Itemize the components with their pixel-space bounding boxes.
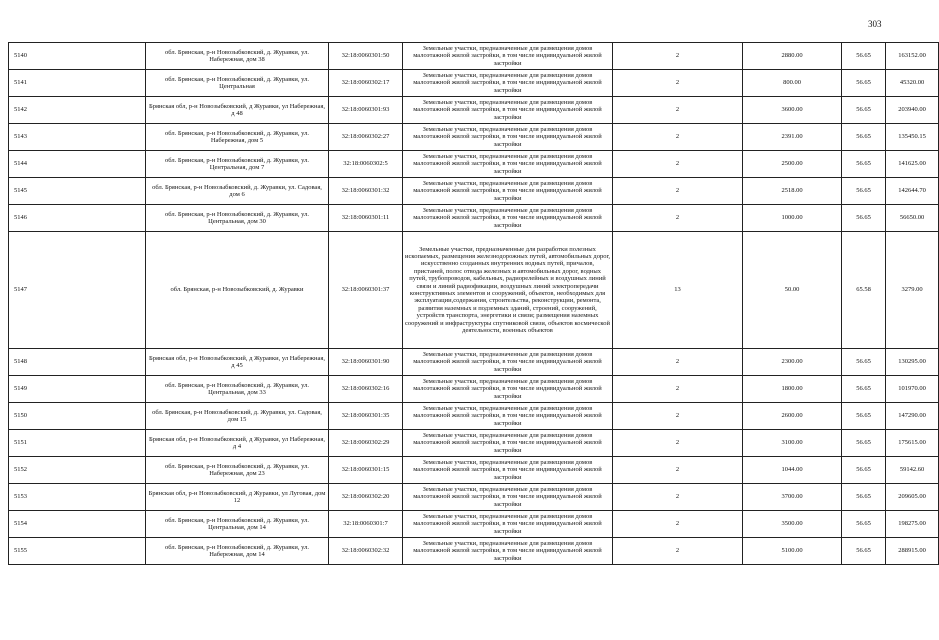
row-number-cell: 5155 (9, 538, 146, 565)
cadastral-number-cell: 32:18:0060301:35 (329, 403, 403, 430)
address-cell: Брянская обл, р-н Новозыбковский, д Журавки, ул Набережная, д 4 (146, 430, 329, 457)
table-row (9, 511, 939, 538)
specific-value-cell: 56.65 (842, 70, 886, 97)
specific-value-cell: 56.65 (842, 484, 886, 511)
cadastral-value-cell: 135450.15 (886, 124, 939, 151)
cadastral-value-cell: 209605.00 (886, 484, 939, 511)
cadastral-number-cell: 32:18:0060302:20 (329, 484, 403, 511)
table-row (9, 376, 939, 403)
group-cell: 2 (613, 484, 743, 511)
specific-value-cell: 56.65 (842, 97, 886, 124)
row-number-cell: 5148 (9, 349, 146, 376)
address-cell: Брянская обл, р-н Новозыбковский, д Журавки, ул Луговая, дом 12 (146, 484, 329, 511)
land-purpose-cell: Земельные участки, предназначенные для размещения домов малоэтажной жилой застройки, в том числе индивидуальной жилой застройки (403, 430, 613, 457)
cadastral-value-cell: 288915.00 (886, 538, 939, 565)
group-cell: 2 (613, 43, 743, 70)
row-number-cell: 5144 (9, 151, 146, 178)
table-row (9, 205, 939, 232)
address-cell: обл. Брянская, р-н Новозыбковский, д. Журавки (146, 232, 329, 349)
address-cell: обл. Брянская, р-н Новозыбковский, д. Журавки, ул. Набережная, дом 23 (146, 457, 329, 484)
table-row (9, 484, 939, 511)
area-cell: 2500.00 (743, 151, 842, 178)
row-number-cell: 5147 (9, 232, 146, 349)
row-number-cell: 5153 (9, 484, 146, 511)
specific-value-cell: 56.65 (842, 376, 886, 403)
cadastral-number-cell: 32:18:0060301:7 (329, 511, 403, 538)
cadastral-value-table (8, 42, 939, 565)
specific-value-cell: 65.58 (842, 232, 886, 349)
cadastral-value-cell: 45320.00 (886, 70, 939, 97)
row-number-cell: 5146 (9, 205, 146, 232)
land-purpose-cell: Земельные участки, предназначенные для размещения домов малоэтажной жилой застройки, в том числе индивидуальной жилой застройки (403, 538, 613, 565)
area-cell: 1044.00 (743, 457, 842, 484)
address-cell: обл. Брянская, р-н Новозыбковский, д. Журавки, ул. Садовая, дом 15 (146, 403, 329, 430)
group-cell: 2 (613, 511, 743, 538)
group-cell: 2 (613, 349, 743, 376)
group-cell: 2 (613, 376, 743, 403)
table-row (9, 232, 939, 349)
area-cell: 800.00 (743, 70, 842, 97)
land-purpose-cell: Земельные участки, предназначенные для размещения домов малоэтажной жилой застройки, в том числе индивидуальной жилой застройки (403, 511, 613, 538)
area-cell: 3100.00 (743, 430, 842, 457)
group-cell: 2 (613, 205, 743, 232)
address-cell: обл. Брянская, р-н Новозыбковский, д. Журавки, ул. Набережная, дом 38 (146, 43, 329, 70)
cadastral-number-cell: 32:18:0060301:93 (329, 97, 403, 124)
table-row (9, 178, 939, 205)
area-cell: 2300.00 (743, 349, 842, 376)
area-cell: 3700.00 (743, 484, 842, 511)
address-cell: обл. Брянская, р-н Новозыбковский, д. Журавки, ул. Садовая, дом 6 (146, 178, 329, 205)
cadastral-number-cell: 32:18:0060301:37 (329, 232, 403, 349)
cadastral-value-cell: 198275.00 (886, 511, 939, 538)
specific-value-cell: 56.65 (842, 538, 886, 565)
land-purpose-cell: Земельные участки, предназначенные для размещения домов малоэтажной жилой застройки, в том числе индивидуальной жилой застройки (403, 70, 613, 97)
address-cell: обл. Брянская, р-н Новозыбковский, д. Журавки, ул. Центральная, дом 30 (146, 205, 329, 232)
table-row (9, 349, 939, 376)
table-row (9, 97, 939, 124)
group-cell: 2 (613, 403, 743, 430)
row-number-cell: 5145 (9, 178, 146, 205)
area-cell: 50.00 (743, 232, 842, 349)
table-row (9, 70, 939, 97)
specific-value-cell: 56.65 (842, 43, 886, 70)
address-cell: обл. Брянская, р-н Новозыбковский, д. Журавки, ул. Центральная, дом 14 (146, 511, 329, 538)
area-cell: 5100.00 (743, 538, 842, 565)
land-purpose-cell: Земельные участки, предназначенные для размещения домов малоэтажной жилой застройки, в том числе индивидуальной жилой застройки (403, 178, 613, 205)
cadastral-number-cell: 32:18:0060302:16 (329, 376, 403, 403)
group-cell: 2 (613, 97, 743, 124)
row-number-cell: 5143 (9, 124, 146, 151)
cadastral-value-cell: 163152.00 (886, 43, 939, 70)
cadastral-value-cell: 147290.00 (886, 403, 939, 430)
area-cell: 1000.00 (743, 205, 842, 232)
specific-value-cell: 56.65 (842, 430, 886, 457)
row-number-cell: 5151 (9, 430, 146, 457)
area-cell: 2391.00 (743, 124, 842, 151)
address-cell: Брянская обл, р-н Новозыбковский, д Журавки, ул Набережная, д 48 (146, 97, 329, 124)
cadastral-number-cell: 32:18:0060302:17 (329, 70, 403, 97)
cadastral-number-cell: 32:18:0060302:5 (329, 151, 403, 178)
table-row (9, 538, 939, 565)
cadastral-value-cell: 3279.00 (886, 232, 939, 349)
cadastral-value-cell: 101970.00 (886, 376, 939, 403)
table-body (9, 43, 939, 565)
land-purpose-cell: Земельные участки, предназначенные для размещения домов малоэтажной жилой застройки, в том числе индивидуальной жилой застройки (403, 124, 613, 151)
specific-value-cell: 56.65 (842, 457, 886, 484)
cadastral-value-cell: 142644.70 (886, 178, 939, 205)
address-cell: обл. Брянская, р-н Новозыбковский, д. Журавки, ул. Центральная (146, 70, 329, 97)
cadastral-number-cell: 32:18:0060302:27 (329, 124, 403, 151)
specific-value-cell: 56.65 (842, 205, 886, 232)
area-cell: 1800.00 (743, 376, 842, 403)
address-cell: Брянская обл, р-н Новозыбковский, д Журавки, ул Набережная, д 45 (146, 349, 329, 376)
address-cell: обл. Брянская, р-н Новозыбковский, д. Журавки, ул. Центральная, дом 33 (146, 376, 329, 403)
group-cell: 2 (613, 538, 743, 565)
row-number-cell: 5150 (9, 403, 146, 430)
cadastral-value-cell: 141625.00 (886, 151, 939, 178)
area-cell: 2880.00 (743, 43, 842, 70)
group-cell: 2 (613, 430, 743, 457)
page-number: 303 (868, 19, 882, 29)
cadastral-number-cell: 32:18:0060301:32 (329, 178, 403, 205)
address-cell: обл. Брянская, р-н Новозыбковский, д. Журавки, ул. Центральная, дом 7 (146, 151, 329, 178)
land-purpose-cell: Земельные участки, предназначенные для размещения домов малоэтажной жилой застройки, в том числе индивидуальной жилой застройки (403, 457, 613, 484)
address-cell: обл. Брянская, р-н Новозыбковский, д. Журавки, ул. Набережная, дом 14 (146, 538, 329, 565)
address-cell: обл. Брянская, р-н Новозыбковский, д. Журавки, ул. Набережная, дом 5 (146, 124, 329, 151)
specific-value-cell: 56.65 (842, 403, 886, 430)
area-cell: 2600.00 (743, 403, 842, 430)
land-purpose-cell: Земельные участки, предназначенные для размещения домов малоэтажной жилой застройки, в том числе индивидуальной жилой застройки (403, 151, 613, 178)
land-purpose-cell: Земельные участки, предназначенные для размещения домов малоэтажной жилой застройки, в том числе индивидуальной жилой застройки (403, 376, 613, 403)
cadastral-number-cell: 32:18:0060301:90 (329, 349, 403, 376)
area-cell: 2518.00 (743, 178, 842, 205)
row-number-cell: 5142 (9, 97, 146, 124)
specific-value-cell: 56.65 (842, 349, 886, 376)
table-row (9, 43, 939, 70)
group-cell: 2 (613, 151, 743, 178)
specific-value-cell: 56.65 (842, 124, 886, 151)
group-cell: 2 (613, 457, 743, 484)
cadastral-number-cell: 32:18:0060301:15 (329, 457, 403, 484)
specific-value-cell: 56.65 (842, 178, 886, 205)
area-cell: 3500.00 (743, 511, 842, 538)
table-row (9, 403, 939, 430)
land-purpose-cell: Земельные участки, предназначенные для размещения домов малоэтажной жилой застройки, в том числе индивидуальной жилой застройки (403, 349, 613, 376)
row-number-cell: 5141 (9, 70, 146, 97)
cadastral-value-cell: 59142.60 (886, 457, 939, 484)
area-cell: 3600.00 (743, 97, 842, 124)
table-row (9, 124, 939, 151)
group-cell: 2 (613, 178, 743, 205)
table-row (9, 151, 939, 178)
land-purpose-cell: Земельные участки, предназначенные для размещения домов малоэтажной жилой застройки, в том числе индивидуальной жилой застройки (403, 205, 613, 232)
land-purpose-cell: Земельные участки, предназначенные для размещения домов малоэтажной жилой застройки, в том числе индивидуальной жилой застройки (403, 403, 613, 430)
group-cell: 13 (613, 232, 743, 349)
cadastral-number-cell: 32:18:0060302:32 (329, 538, 403, 565)
cadastral-number-cell: 32:18:0060301:50 (329, 43, 403, 70)
cadastral-value-cell: 203940.00 (886, 97, 939, 124)
land-purpose-cell: Земельные участки, предназначенные для размещения домов малоэтажной жилой застройки, в том числе индивидуальной жилой застройки (403, 484, 613, 511)
table-row (9, 430, 939, 457)
cadastral-value-cell: 130295.00 (886, 349, 939, 376)
row-number-cell: 5154 (9, 511, 146, 538)
group-cell: 2 (613, 70, 743, 97)
specific-value-cell: 56.65 (842, 511, 886, 538)
table-row (9, 457, 939, 484)
cadastral-value-cell: 56650.00 (886, 205, 939, 232)
row-number-cell: 5152 (9, 457, 146, 484)
land-purpose-cell: Земельные участки, предназначенные для размещения домов малоэтажной жилой застройки, в том числе индивидуальной жилой застройки (403, 43, 613, 70)
row-number-cell: 5140 (9, 43, 146, 70)
group-cell: 2 (613, 124, 743, 151)
cadastral-value-cell: 175615.00 (886, 430, 939, 457)
row-number-cell: 5149 (9, 376, 146, 403)
land-purpose-cell: Земельные участки, предназначенные для разработки полезных ископаемых, размещения железнодорожных путей, автомобильных дорог, искусственно созданных внутренних водных путей, причалов, пристаней, полос отвода железных и автомобильных дорог, водных путей, трубопроводов, кабельных, радиорелейных и воздушных линий связи и линий радиофикации, воздушных линий электропередачи конструктивных элементов и сооружений, объектов, необходимых для эксплуатации,содержания, строительства, реконструкции, ремонта, развития наземных и подземных зданий, строений, сооружений, устройств транспорта, энергетики и связи; размещения наземных сооружений и инфраструктуры спутниковой связи, объектов космической деятельности, военных объектов (403, 232, 613, 349)
cadastral-number-cell: 32:18:0060302:29 (329, 430, 403, 457)
specific-value-cell: 56.65 (842, 151, 886, 178)
land-purpose-cell: Земельные участки, предназначенные для размещения домов малоэтажной жилой застройки, в том числе индивидуальной жилой застройки (403, 97, 613, 124)
cadastral-number-cell: 32:18:0060301:11 (329, 205, 403, 232)
